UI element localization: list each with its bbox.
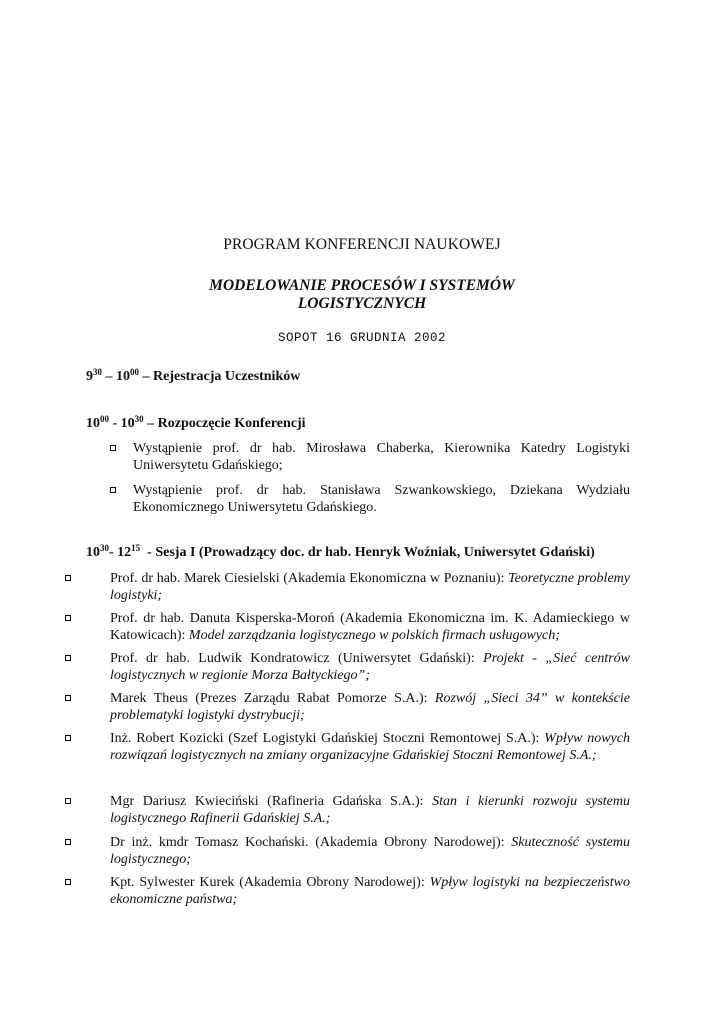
list-item <box>110 834 630 868</box>
start-minute: 00 <box>100 414 109 424</box>
lecture-topic: Skuteczność systemu logistycznego; <box>110 835 631 867</box>
speaker: Prof. dr hab. Danuta Kisperska-Moroń (Akademia Ekonomiczna im. K. Adamieckiego w Katowicach): <box>110 611 630 643</box>
session-label: – Rejestracja Uczestników <box>139 369 301 384</box>
start-minute: 30 <box>100 543 109 553</box>
item-text: Wystąpienie prof. dr hab. Stanisława Szwankowskiego, Dziekana Wydziału Ekonomicznego Uniwersytetu Gdańskiego. <box>133 483 630 515</box>
end-minute: 00 <box>130 367 139 377</box>
end-hour: 10 <box>116 369 130 384</box>
item-text: Wystąpienie prof. dr hab. Mirosława Chaberka, Kierownika Katedry Logistyki Uniwersytetu Gdańskiego; <box>133 441 630 473</box>
speaker: Marek Theus (Prezes Zarządu Rabat Pomorze S.A.): <box>110 691 435 706</box>
checkbox-bullet-icon <box>65 695 71 701</box>
conference-title-line2: LOGISTYCZNYCH <box>297 295 427 312</box>
checkbox-bullet-icon <box>65 879 71 885</box>
speaker: Prof. dr hab. Marek Ciesielski (Akademia Ekonomiczna w Poznaniu): <box>110 571 509 586</box>
start-hour: 10 <box>86 545 100 560</box>
place-and-date: SOPOT 16 GRUDNIA 2002 <box>277 331 447 345</box>
list-item <box>110 730 630 764</box>
lecture-topic: Teoretyczne problemy logistyki; <box>110 571 630 603</box>
list-item <box>110 610 630 644</box>
session-opening <box>86 416 306 432</box>
checkbox-bullet-icon <box>65 655 71 661</box>
speaker: Prof. dr hab. Ludwik Kondratowicz (Uniwersytet Gdański): <box>110 651 484 666</box>
end-minute: 30 <box>134 414 144 424</box>
lecture-topic: Wpływ nowych rozwiązań logistycznych na zmiany organizacyjne Gdańskiej Stoczni Remontowej S.A.; <box>110 731 630 763</box>
end-hour: 10 <box>120 416 135 431</box>
speaker: Kpt. Sylwester Kurek (Akademia Obrony Narodowej): <box>110 875 430 890</box>
lecture-topic: Projekt - „Sieć centrów logistycznych w regionie Morza Bałtyckiego”; <box>110 651 630 683</box>
conference-title <box>0 277 724 313</box>
list-item <box>110 874 630 908</box>
list-item <box>110 650 630 684</box>
start-hour: 10 <box>86 416 100 431</box>
session-label: - Sesja I (Prowadzący doc. dr hab. Henryk Woźniak, Uniwersytet Gdański) <box>140 545 595 560</box>
time-separator: - <box>109 545 118 560</box>
list-item <box>110 690 630 724</box>
lecture-topic: Rozwój „Sieci 34” w kontekście problematyki logistyki dystrybucji; <box>110 691 630 723</box>
session-label: – Rozpoczęcie Konferencji <box>143 416 306 431</box>
checkbox-bullet-icon <box>110 445 116 451</box>
checkbox-bullet-icon <box>65 735 71 741</box>
checkbox-bullet-icon <box>65 575 71 581</box>
session-registration <box>86 369 300 385</box>
list-item <box>110 793 630 827</box>
checkbox-bullet-icon <box>110 487 116 493</box>
lecture-topic: Wpływ logistyki na bezpieczeństwo ekonomiczne państwa; <box>110 875 631 907</box>
end-hour: 12 <box>117 545 132 560</box>
time-separator: – <box>102 369 116 384</box>
checkbox-bullet-icon <box>65 615 71 621</box>
checkbox-bullet-icon <box>65 798 71 804</box>
session-one <box>86 545 595 561</box>
start-hour: 9 <box>86 369 93 384</box>
conference-title-line1: MODELOWANIE PROCESÓW I SYSTEMÓW <box>209 277 515 294</box>
speaker: Inż. Robert Kozicki (Szef Logistyki Gdańskiej Stoczni Remontowej S.A.): <box>110 731 545 746</box>
speaker: Dr inż. kmdr Tomasz Kochański. (Akademia Obrony Narodowej): <box>110 835 512 850</box>
lecture-topic: Stan i kierunki rozwoju systemu logistycznego Rafinerii Gdańskiej S.A.; <box>110 794 631 826</box>
time-separator: - <box>109 416 121 431</box>
checkbox-bullet-icon <box>65 839 71 845</box>
lecture-topic: Model zarządzania logistycznego w polskich firmach usługowych; <box>188 628 560 643</box>
list-item <box>133 482 630 516</box>
start-minute: 30 <box>93 367 102 377</box>
list-item <box>110 570 630 604</box>
program-heading: PROGRAM KONFERENCJI NAUKOWEJ <box>223 236 501 253</box>
speaker: Mgr Dariusz Kwieciński (Rafineria Gdańska S.A.): <box>110 794 433 809</box>
end-minute: 15 <box>131 543 141 553</box>
list-item <box>133 440 630 474</box>
